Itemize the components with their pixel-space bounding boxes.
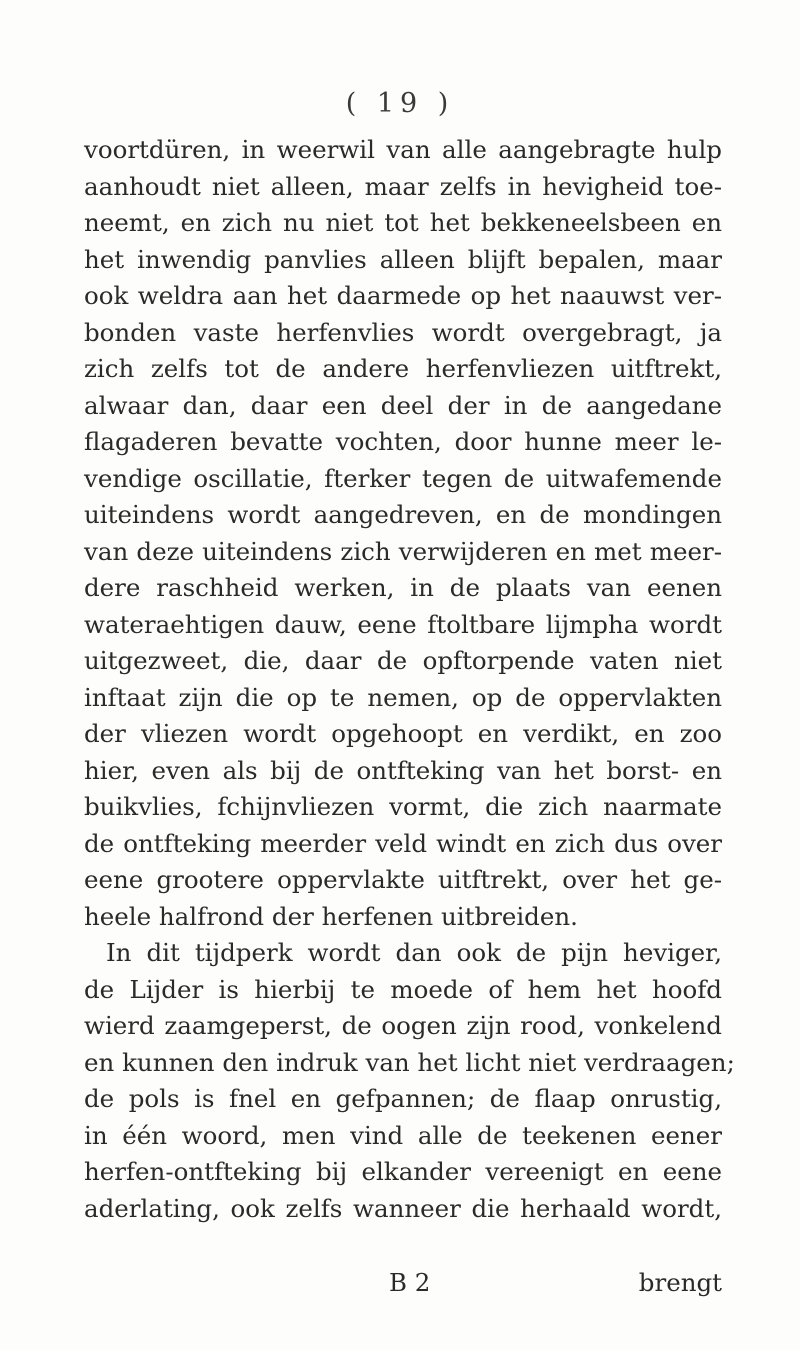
text-line: In dit tijdperk wordt dan ook de pijn heviger, [106,938,722,967]
text-line: hier, even als bij de ontfteking van het borst- en [84,755,722,785]
text-line: der vliezen wordt opgehoopt en verdikt, en zoo [84,719,722,748]
text-line: neemt, en zich nu niet tot het bekkeneelsbeen en [84,208,722,237]
text-line: herfen-ontfteking bij elkander vereenigt en eene [84,1157,722,1186]
text-line: voortdüren, in weerwil van alle aangebragte hulp [84,135,722,164]
text-line: in één woord, men vind alle de teekenen eener [84,1120,722,1150]
text-line: ook weldra aan het daarmede op het naauwst ver- [84,281,722,310]
text-line: zich zelfs tot de andere herfenvliezen uitftrekt, [84,354,722,383]
text-line: alwaar dan, daar een deel der in de aangedane [84,390,722,420]
text-line: dere raschheid werken, in de plaats van eenen [84,573,722,602]
page-footer [84,1265,722,1301]
text-line: vendige oscillatie, fterker tegen de uitwafemende [84,463,722,493]
text-line: de ontfteking meerder veld windt en zich dus over [84,828,722,858]
text-line: de pols is fnel en gefpannen; de flaap onrustig, [84,1084,722,1113]
text-line: wateraehtigen dauw, eene ftoltbare lijmpha wordt [84,609,722,639]
text-line: heele halfrond der herfenen uitbreiden. [84,901,578,931]
text-line: aderlating, ook zelfs wanneer die herhaald wordt, [84,1193,722,1223]
text-line: aanhoudt niet alleen, maar zelfs in hevigheid toe- [84,171,722,201]
text-line: de Lijder is hierbij te moede of hem het hoofd [84,974,722,1004]
text-line: het inwendig panvlies alleen blijft bepalen, maar [84,244,722,274]
text-line: inftaat zijn die op te nemen, op de oppervlakten [84,682,722,712]
body-text [84,132,735,1227]
text-line: uitgezweet, die, daar de opftorpende vaten niet [84,646,722,675]
signature-mark: B 2 [389,1268,431,1297]
text-line: uiteindens wordt aangedreven, en de mondingen [84,500,722,529]
text-line: bonden vaste herfenvlies wordt overgebragt, ja [84,317,722,347]
page-number: ( 19 ) [345,88,455,119]
text-line: en kunnen den indruk van het licht niet verdraagen; [84,1047,735,1077]
text-line: flagaderen bevatte vochten, door hunne meer le- [84,427,722,456]
text-line: buikvlies, fchijnvliezen vormt, die zich naarmate [84,792,722,821]
text-line: van deze uiteindens zich verwijderen en met meer- [84,536,722,566]
catchword: brengt [638,1268,722,1297]
text-line: eene grootere oppervlakte uitftrekt, over het ge- [84,865,722,894]
text-line: wierd zaamgeperst, de oogen zijn rood, vonkelend [84,1011,722,1040]
